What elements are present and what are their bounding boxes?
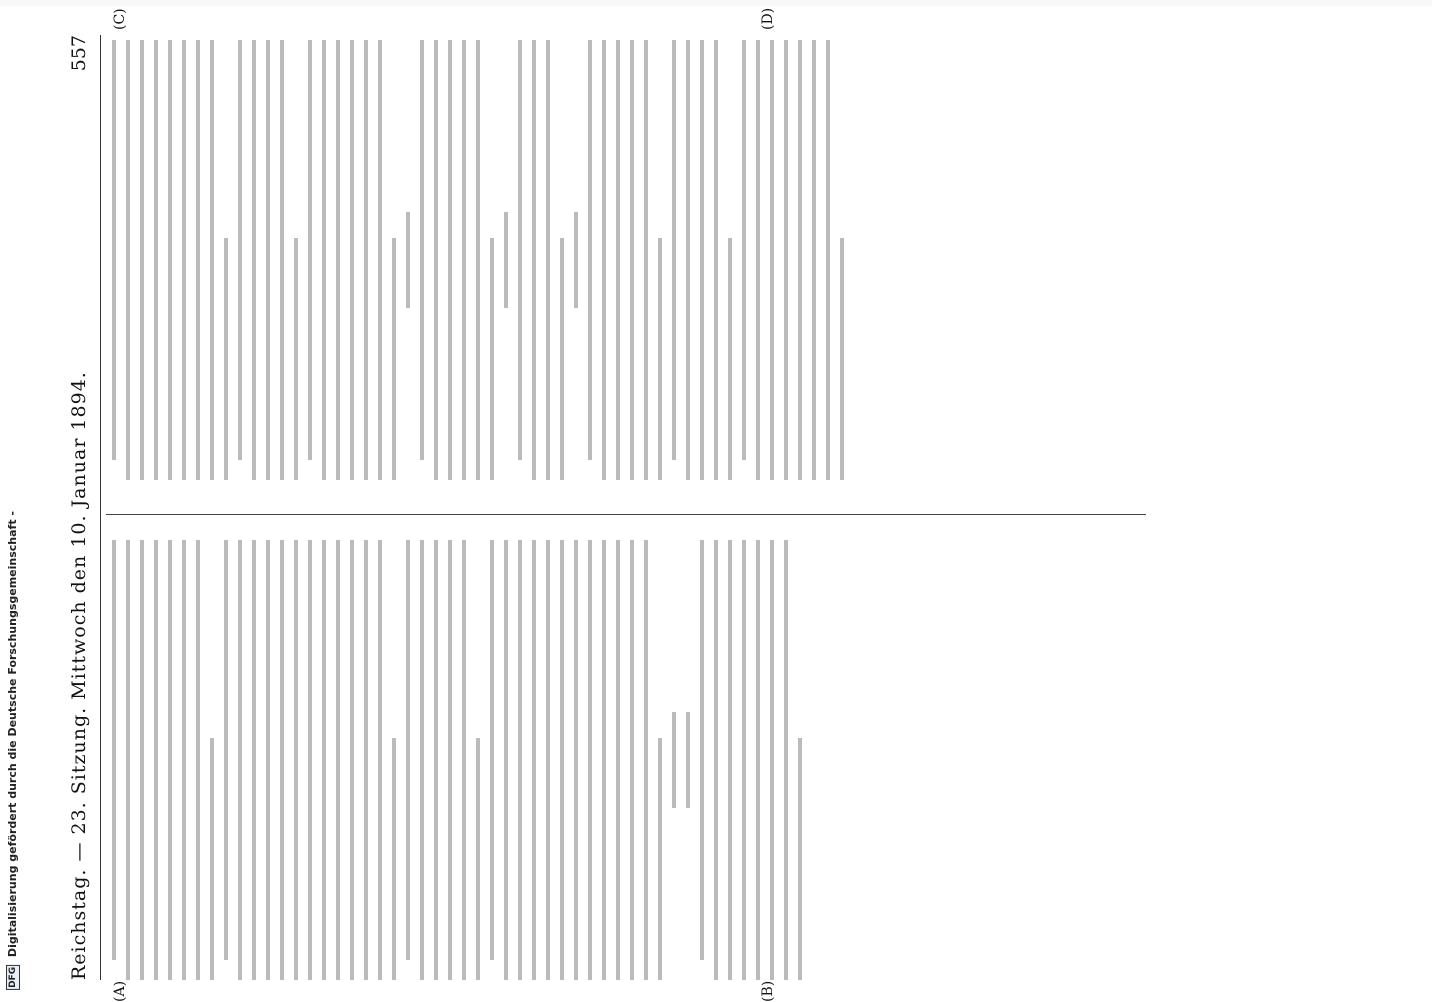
page-number: 557: [68, 35, 90, 72]
text-line-placeholder: [364, 40, 368, 480]
interjection-placeholder: [574, 40, 578, 480]
interjection-placeholder: [686, 540, 690, 980]
text-line-placeholder: [490, 238, 494, 480]
text-line-placeholder: [448, 40, 452, 480]
text-line-placeholder: [588, 540, 592, 980]
text-line-placeholder: [294, 540, 298, 980]
text-line-placeholder: [784, 540, 788, 980]
text-line-placeholder: [182, 540, 186, 980]
text-line-placeholder: [336, 40, 340, 480]
text-line-placeholder: [196, 540, 200, 980]
dfg-notice-text: Digitalisierung gefördert durch die Deutsche Forschungsgemeinschaft -: [6, 511, 19, 958]
text-line-placeholder: [420, 540, 424, 980]
text-line-placeholder: [546, 540, 550, 980]
running-title: Reichstag. — 23. Sitzung. Mittwoch den 10. Januar 1894.: [68, 371, 90, 980]
text-line-placeholder: [714, 40, 718, 480]
text-line-placeholder: [644, 40, 648, 480]
text-line-placeholder: [140, 540, 144, 980]
text-line-placeholder: [266, 540, 270, 980]
text-line-placeholder: [322, 540, 326, 980]
text-line-placeholder: [308, 540, 312, 980]
text-line-placeholder: [840, 238, 844, 480]
text-line-placeholder: [532, 40, 536, 480]
text-line-placeholder: [644, 540, 648, 980]
text-line-placeholder: [756, 540, 760, 980]
text-line-placeholder: [756, 40, 760, 480]
text-line-placeholder: [434, 40, 438, 480]
text-line-placeholder: [518, 540, 522, 980]
text-line-placeholder: [308, 40, 312, 460]
text-line-placeholder: [770, 540, 774, 980]
paragraph-placeholder: [308, 40, 396, 480]
text-line-placeholder: [630, 540, 634, 980]
text-line-placeholder: [224, 540, 228, 960]
text-line-placeholder: [350, 40, 354, 480]
text-line-placeholder: [672, 40, 676, 460]
text-line-placeholder: [434, 540, 438, 980]
paragraph-placeholder: [224, 540, 396, 980]
text-line-placeholder: [210, 40, 214, 480]
text-line-placeholder: [112, 40, 116, 460]
text-line-placeholder: [196, 40, 200, 480]
text-line-placeholder: [658, 238, 662, 480]
text-line-placeholder: [350, 540, 354, 980]
text-line-placeholder: [112, 540, 116, 960]
text-line-placeholder: [406, 212, 410, 309]
text-line-placeholder: [378, 40, 382, 480]
margin-letter-a: (A): [112, 980, 128, 1002]
dfg-funding-notice: [6, 511, 20, 990]
text-line-placeholder: [476, 738, 480, 980]
text-line-placeholder: [378, 540, 382, 980]
paragraph-placeholder: [112, 40, 228, 480]
text-line-placeholder: [602, 540, 606, 980]
text-line-placeholder: [252, 40, 256, 480]
paragraph-placeholder: [420, 40, 494, 480]
interjection-placeholder: [406, 40, 410, 480]
text-line-placeholder: [448, 540, 452, 980]
text-line-placeholder: [182, 40, 186, 480]
text-line-placeholder: [462, 40, 466, 480]
text-line-placeholder: [728, 238, 732, 480]
rotated-page-content: [60, 0, 1432, 1002]
paragraph-placeholder: [588, 40, 662, 480]
text-line-placeholder: [210, 738, 214, 980]
text-line-placeholder: [420, 40, 424, 460]
text-line-placeholder: [392, 738, 396, 980]
text-line-placeholder: [672, 712, 676, 809]
text-line-placeholder: [532, 540, 536, 980]
text-line-placeholder: [154, 540, 158, 980]
dfg-logo: DFG: [8, 966, 18, 988]
text-line-placeholder: [798, 738, 802, 980]
text-line-placeholder: [686, 40, 690, 480]
paragraph-placeholder: [518, 40, 564, 480]
text-line-placeholder: [322, 40, 326, 480]
text-line-placeholder: [574, 212, 578, 309]
text-line-placeholder: [154, 40, 158, 480]
margin-letter-c: (C): [112, 8, 128, 30]
paragraph-placeholder: [112, 540, 214, 980]
text-line-placeholder: [336, 540, 340, 980]
paragraph-placeholder: [238, 40, 298, 480]
text-line-placeholder: [294, 238, 298, 480]
text-line-placeholder: [462, 540, 466, 980]
text-line-placeholder: [700, 540, 704, 960]
text-line-placeholder: [812, 40, 816, 480]
text-line-placeholder: [826, 40, 830, 480]
text-line-placeholder: [140, 40, 144, 480]
paragraph-placeholder: [700, 540, 802, 980]
text-line-placeholder: [658, 738, 662, 980]
text-line-placeholder: [168, 40, 172, 480]
paragraph-placeholder: [490, 540, 662, 980]
text-line-placeholder: [700, 40, 704, 480]
text-line-placeholder: [364, 540, 368, 980]
text-line-placeholder: [714, 540, 718, 980]
text-line-placeholder: [770, 40, 774, 480]
text-line-placeholder: [798, 40, 802, 480]
text-column-left: [112, 540, 812, 980]
text-line-placeholder: [252, 540, 256, 980]
text-line-placeholder: [280, 40, 284, 480]
text-line-placeholder: [238, 40, 242, 460]
margin-letter-d: (D): [760, 7, 776, 30]
text-line-placeholder: [518, 40, 522, 460]
text-line-placeholder: [602, 40, 606, 480]
text-line-placeholder: [392, 238, 396, 480]
margin-letter-b: (B): [760, 980, 776, 1002]
running-header: [60, 35, 101, 980]
text-line-placeholder: [126, 540, 130, 980]
text-line-placeholder: [238, 540, 242, 980]
text-line-placeholder: [686, 712, 690, 809]
text-line-placeholder: [546, 40, 550, 480]
text-line-placeholder: [630, 40, 634, 480]
interjection-placeholder: [504, 40, 508, 480]
text-line-placeholder: [224, 238, 228, 480]
text-line-placeholder: [280, 540, 284, 980]
text-column-right: [112, 40, 854, 480]
column-divider: [106, 514, 1146, 515]
paragraph-placeholder: [742, 40, 844, 480]
text-line-placeholder: [504, 212, 508, 309]
text-line-placeholder: [168, 540, 172, 980]
text-line-placeholder: [560, 238, 564, 480]
text-line-placeholder: [742, 540, 746, 980]
text-line-placeholder: [742, 40, 746, 460]
text-line-placeholder: [406, 540, 410, 960]
paragraph-placeholder: [406, 540, 480, 980]
text-line-placeholder: [266, 40, 270, 480]
text-line-placeholder: [560, 540, 564, 980]
interjection-placeholder: [672, 540, 676, 980]
text-line-placeholder: [588, 40, 592, 460]
text-line-placeholder: [504, 540, 508, 980]
text-line-placeholder: [728, 540, 732, 980]
text-line-placeholder: [490, 540, 494, 960]
text-line-placeholder: [574, 540, 578, 980]
paragraph-placeholder: [672, 40, 732, 480]
text-line-placeholder: [476, 40, 480, 480]
text-line-placeholder: [784, 40, 788, 480]
text-line-placeholder: [616, 40, 620, 480]
text-line-placeholder: [616, 540, 620, 980]
text-line-placeholder: [126, 40, 130, 480]
